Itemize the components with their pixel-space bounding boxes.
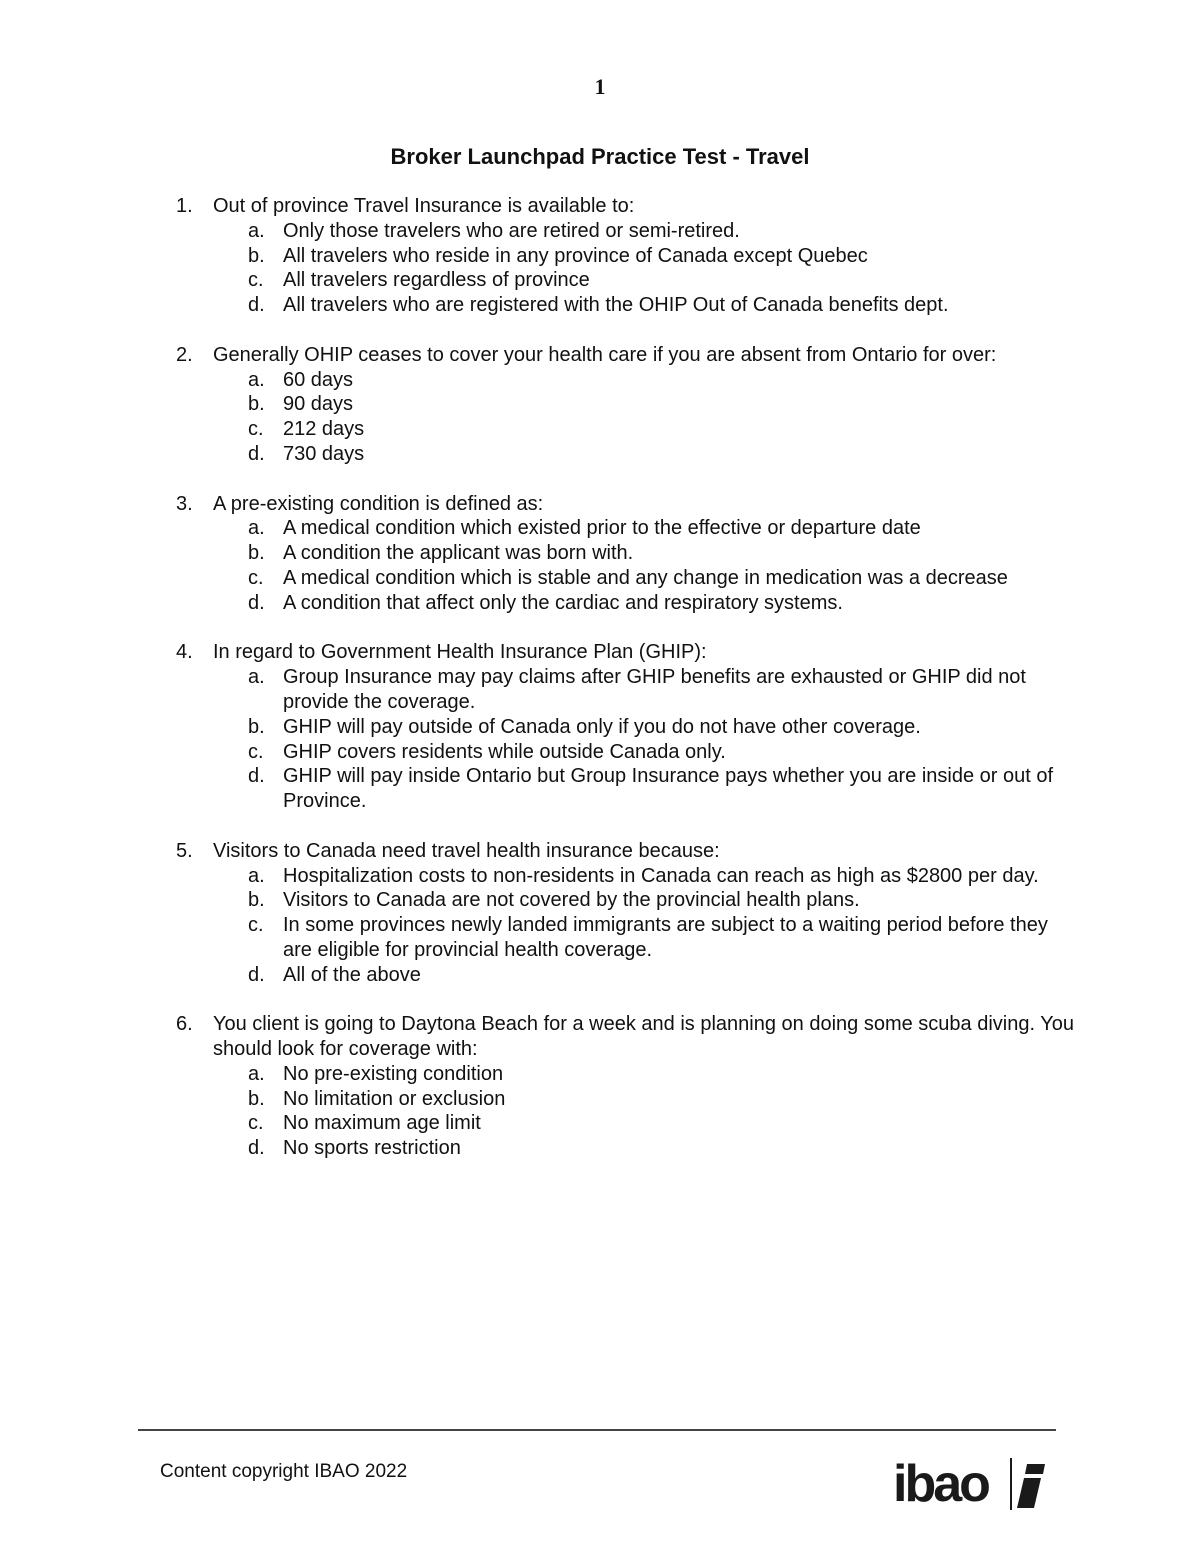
answer-option (248, 715, 1076, 740)
option-letter: d. (248, 294, 265, 317)
footer-copyright: Content copyright IBAO 2022 (160, 1461, 408, 1482)
option-text: A condition the applicant was born with. (283, 542, 634, 565)
answer-option (248, 368, 1076, 393)
answer-option (248, 665, 1076, 715)
option-letter: a. (248, 1062, 265, 1085)
ibao-logo (893, 1452, 1063, 1516)
answer-option (248, 541, 1076, 566)
answer-option (248, 740, 1076, 765)
question-text: Generally OHIP ceases to cover your health care if you are absent from Ontario for over: (213, 343, 997, 366)
question-item (176, 839, 1076, 988)
option-text: All travelers regardless of province (283, 269, 590, 292)
question-row (176, 194, 1076, 219)
option-letter: b. (248, 889, 265, 912)
question-number: 6. (176, 1013, 193, 1036)
option-letter: a. (248, 517, 265, 540)
question-number: 1. (176, 195, 193, 217)
option-letter: b. (248, 1087, 265, 1110)
page-title: Broker Launchpad Practice Test - Travel (390, 144, 810, 169)
question-item (176, 343, 1076, 467)
option-text: GHIP covers residents while outside Canada only. (283, 740, 726, 763)
answer-option (248, 888, 1076, 913)
question-item (176, 1012, 1076, 1161)
answer-option (248, 1062, 1076, 1087)
ibao-mark-icon (1017, 1464, 1045, 1508)
answer-option (248, 268, 1076, 293)
option-text: All travelers who reside in any province of Canada except Quebec (283, 244, 868, 267)
option-text: Group Insurance may pay claims after GHIP benefits are exhausted or GHIP did not provide the coverage. (283, 666, 1026, 713)
option-letter: a. (248, 219, 265, 242)
option-text: No sports restriction (283, 1137, 461, 1160)
option-text: In some provinces newly landed immigrants are subject to a waiting period before they are eligible for provincial health coverage. (283, 914, 1048, 961)
option-text: 90 days (283, 393, 354, 416)
option-letter: d. (248, 442, 265, 465)
answer-option (248, 442, 1076, 467)
footer-divider (138, 1429, 1056, 1431)
option-letter: c. (248, 418, 264, 441)
option-text: Only those travelers who are retired or semi-retired. (283, 219, 740, 242)
question-item (176, 492, 1076, 616)
answer-option (248, 417, 1076, 442)
answer-option (248, 244, 1076, 269)
option-text: A condition that affect only the cardiac and respiratory systems. (283, 591, 843, 614)
option-letter: c. (248, 1112, 264, 1135)
option-letter: a. (248, 368, 265, 391)
option-letter: c. (248, 566, 264, 589)
option-text: GHIP will pay outside of Canada only if you do not have other coverage. (283, 715, 921, 738)
answer-option (248, 764, 1076, 814)
page-number: 1 (594, 74, 606, 99)
option-letter: d. (248, 765, 265, 788)
option-letter: c. (248, 740, 264, 763)
option-letter: d. (248, 591, 265, 614)
option-letter: b. (248, 244, 265, 267)
answer-option (248, 516, 1076, 541)
answer-option (248, 1111, 1076, 1136)
question-row (176, 839, 1076, 864)
option-text: A medical condition which is stable and any change in medication was a decrease (283, 566, 1008, 589)
answer-option (248, 591, 1076, 616)
option-text: 730 days (283, 442, 365, 465)
option-letter: b. (248, 715, 265, 738)
option-text: No pre-existing condition (283, 1062, 504, 1085)
answer-options (248, 864, 1076, 988)
option-text: Hospitalization costs to non-residents in Canada can reach as high as $2800 per day. (283, 864, 1039, 887)
option-text: GHIP will pay inside Ontario but Group Insurance pays whether you are inside or out of Province. (283, 765, 1054, 813)
question-number: 4. (176, 641, 193, 664)
logo-divider (1010, 1458, 1012, 1510)
question-number: 5. (176, 839, 193, 862)
question-list (176, 194, 1076, 1186)
answer-option (248, 566, 1076, 591)
answer-options (248, 516, 1076, 615)
answer-options (248, 1062, 1076, 1161)
question-number: 2. (176, 343, 193, 366)
answer-option (248, 219, 1076, 244)
option-text: No maximum age limit (283, 1112, 481, 1135)
question-text: Visitors to Canada need travel health insurance because: (213, 839, 720, 862)
answer-option (248, 864, 1076, 889)
option-letter: a. (248, 864, 265, 887)
answer-option (248, 392, 1076, 417)
answer-option (248, 293, 1076, 318)
option-text: No limitation or exclusion (283, 1087, 506, 1110)
option-letter: c. (248, 269, 264, 292)
option-letter: d. (248, 963, 265, 986)
question-row (176, 343, 1076, 368)
question-text: A pre-existing condition is defined as: (213, 492, 544, 515)
option-text: All of the above (283, 963, 421, 986)
question-item (176, 194, 1076, 318)
answer-option (248, 1087, 1076, 1112)
question-text: You client is going to Daytona Beach for a week and is planning on doing some scuba diving. You should look for coverage with: (213, 1013, 1074, 1061)
ibao-logo-text: ibao (893, 1455, 988, 1513)
option-text: 212 days (283, 418, 365, 441)
question-text: In regard to Government Health Insurance Plan (GHIP): (213, 641, 707, 664)
option-letter: c. (248, 914, 264, 937)
option-text: A medical condition which existed prior to the effective or departure date (283, 517, 921, 540)
answer-option (248, 1136, 1076, 1161)
option-letter: b. (248, 542, 265, 565)
answer-option (248, 913, 1076, 963)
option-text: All travelers who are registered with the OHIP Out of Canada benefits dept. (283, 294, 949, 317)
answer-options (248, 368, 1076, 467)
question-row (176, 640, 1076, 665)
answer-option (248, 963, 1076, 988)
option-letter: a. (248, 666, 265, 689)
question-text: Out of province Travel Insurance is available to: (213, 195, 635, 217)
option-text: 60 days (283, 368, 354, 391)
option-letter: b. (248, 393, 265, 416)
option-text: Visitors to Canada are not covered by the provincial health plans. (283, 889, 860, 912)
answer-options (248, 665, 1076, 814)
option-letter: d. (248, 1137, 265, 1160)
answer-options (248, 219, 1076, 318)
question-row (176, 492, 1076, 517)
question-number: 3. (176, 492, 193, 515)
question-item (176, 640, 1076, 814)
question-row (176, 1012, 1076, 1062)
